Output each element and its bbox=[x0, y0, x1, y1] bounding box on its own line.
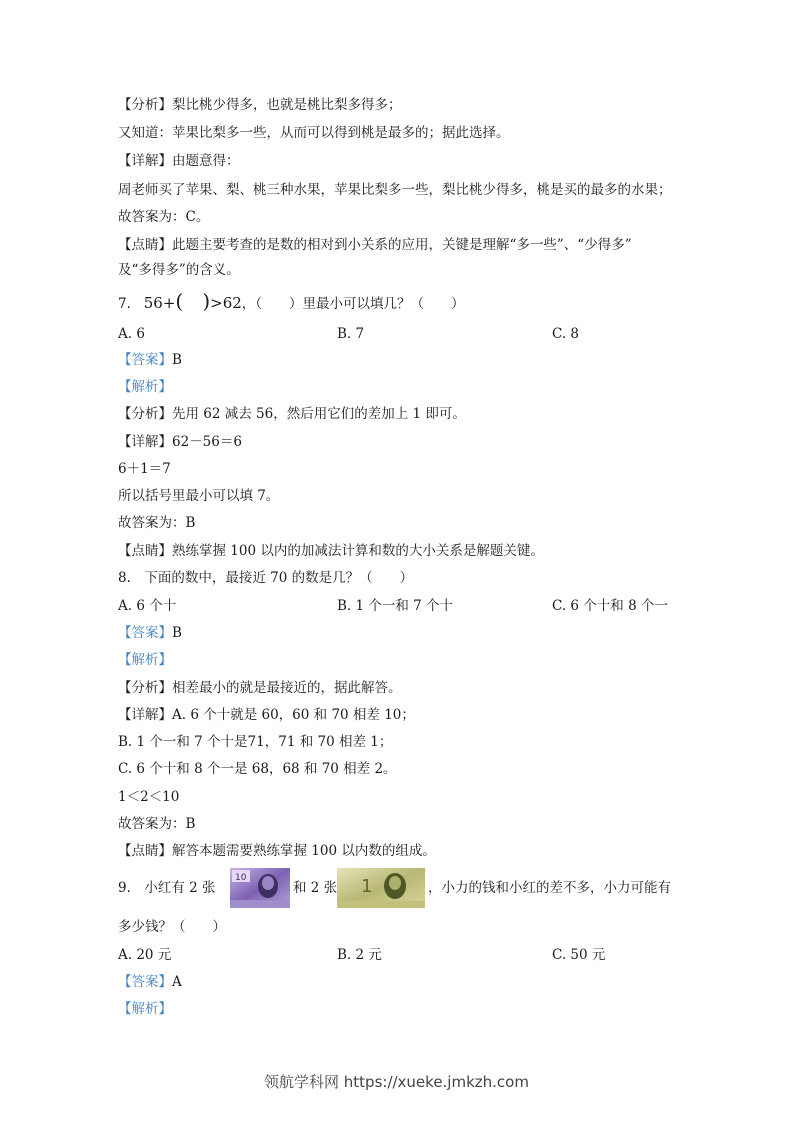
analysis-line: 又知道：苹果比梨多一些，从而可以得到桃是最多的；据此选择。 bbox=[118, 125, 510, 141]
option-a: A. 6 bbox=[118, 326, 145, 342]
analysis-line: 【分析】先用 62 减去 56，然后用它们的差加上 1 即可。 bbox=[118, 406, 466, 422]
math-expression: 56+( )>62 bbox=[143, 289, 242, 313]
analysis-label: 【解析】 bbox=[118, 652, 172, 668]
answer-value: B bbox=[172, 352, 182, 368]
question-7-stem bbox=[118, 289, 465, 313]
detail-line: 6＋1＝7 bbox=[118, 461, 171, 477]
detail-line: B. 1 个一和 7 个十是71，71 和 70 相差 1； bbox=[118, 734, 393, 750]
question-9-part2: 和 2 张 bbox=[293, 880, 338, 896]
option-a: A. 20 元 bbox=[118, 947, 172, 963]
svg-text:10: 10 bbox=[235, 873, 247, 883]
answer-line: 故答案为：C。 bbox=[118, 209, 210, 225]
answer-label: 【答案】 bbox=[118, 974, 172, 990]
detail-line: 【详解】A. 6 个十就是 60，60 和 70 相差 10； bbox=[118, 707, 415, 723]
detail-line: C. 6 个十和 8 个一是 68，68 和 70 相差 2。 bbox=[118, 761, 397, 777]
answer-row bbox=[118, 624, 182, 642]
option-b: B. 1 个一和 7 个十 bbox=[337, 598, 454, 614]
analysis-label: 【解析】 bbox=[118, 379, 172, 395]
detail-line: 1＜2＜10 bbox=[118, 789, 180, 805]
answer-value: B bbox=[172, 625, 182, 641]
detail-line: 【详解】由题意得： bbox=[118, 153, 240, 169]
comment-line: 【点睛】此题主要考查的是数的相对到小关系的应用，关键是理解“多一些”、“少得多” bbox=[118, 237, 632, 253]
comment-line: 及“多得多”的含义。 bbox=[118, 262, 240, 278]
question-9-part3: ，小力的钱和小红的差不多，小力可能有 bbox=[428, 880, 671, 896]
analysis-line: 【分析】梨比桃少得多，也就是桃比梨多得多； bbox=[118, 97, 402, 113]
option-a: A. 6 个十 bbox=[118, 598, 177, 614]
analysis-label: 【解析】 bbox=[118, 1001, 172, 1017]
question-number: 7. bbox=[118, 296, 131, 312]
question-9-part1: 9. 小红有 2 张 bbox=[118, 880, 216, 896]
question-8-stem: 8. 下面的数中，最接近 70 的数是几？（ ） bbox=[118, 570, 414, 586]
ten-yuan-banknote-image bbox=[230, 868, 290, 908]
answer-row bbox=[118, 351, 182, 369]
answer-line: 故答案为：B bbox=[118, 515, 196, 531]
answer-line: 故答案为：B bbox=[118, 816, 196, 832]
answer-label: 【答案】 bbox=[118, 352, 172, 368]
option-b: B. 7 bbox=[337, 326, 365, 342]
svg-text:1: 1 bbox=[361, 876, 373, 897]
option-b: B. 2 元 bbox=[337, 947, 382, 963]
option-c: C. 8 bbox=[552, 326, 580, 342]
option-c: C. 6 个十和 8 个一 bbox=[552, 598, 668, 614]
detail-line: 所以括号里最小可以填 7。 bbox=[118, 488, 280, 504]
detail-line: 【详解】62－56＝6 bbox=[118, 434, 242, 450]
option-c: C. 50 元 bbox=[552, 947, 606, 963]
comment-line: 【点睛】熟练掌握 100 以内的加减法计算和数的大小关系是解题关键。 bbox=[118, 543, 544, 559]
answer-value: A bbox=[172, 974, 182, 990]
detail-line: 周老师买了苹果、梨、桃三种水果，苹果比梨多一些，梨比桃少得多，桃是买的最多的水果； bbox=[118, 182, 672, 198]
question-9-part4: 多少钱？（ ） bbox=[118, 919, 226, 935]
answer-row bbox=[118, 973, 182, 991]
question-text: ，（ ）里最小可以填几？（ ） bbox=[241, 296, 465, 312]
footer-watermark: 领航学科网 https://xueke.jmkzh.com bbox=[264, 1073, 529, 1091]
analysis-line: 【分析】相差最小的就是最接近的，据此解答。 bbox=[118, 680, 402, 696]
one-yuan-banknote-image bbox=[337, 868, 425, 908]
comment-line: 【点睛】解答本题需要熟练掌握 100 以内数的组成。 bbox=[118, 843, 436, 859]
answer-label: 【答案】 bbox=[118, 625, 172, 641]
